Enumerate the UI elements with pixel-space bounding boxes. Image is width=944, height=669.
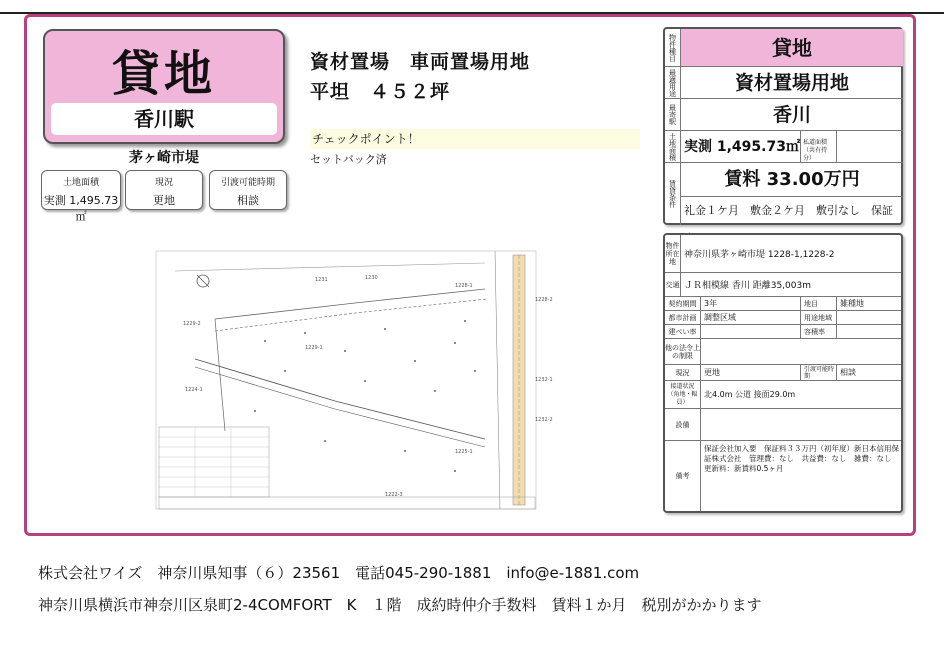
land-area-label: 土地面積 (62, 178, 99, 188)
floor-ratio-label: 容積率 (801, 325, 837, 338)
land-area-value: 実測 1,495.73㎡ (43, 194, 119, 223)
map-label: 1222-3 (385, 492, 403, 498)
handover-value: 相談 (237, 194, 259, 207)
land-area-box (41, 170, 121, 223)
type-value: 貸地 (681, 29, 903, 67)
station-value: 香川 (681, 99, 903, 131)
handover-label-2: 引渡可能時期 (801, 365, 837, 380)
private-road-value (837, 131, 903, 163)
map-label: 1232-1 (535, 377, 553, 383)
details-table (663, 233, 903, 513)
map-label: 1229-1 (305, 345, 323, 351)
footer-address: 神奈川県横浜市神奈川区泉町2-4COMFORT K １階 成約時仲介手数料 賃料１か月 税別がかかります (38, 596, 762, 614)
map-label: 1231 (315, 277, 328, 283)
type-label: 物件種目 (668, 33, 677, 62)
location-label: 物件所在地 (665, 235, 681, 272)
map-label: 1225-1 (455, 449, 473, 455)
title-badge (43, 29, 285, 144)
contract-value: 3年 (701, 297, 801, 310)
map-label: 1228-1 (455, 283, 473, 289)
area-name: 茅ヶ崎市堤 (129, 150, 199, 166)
map-label: 1224-1 (185, 387, 203, 393)
current-status-box (125, 170, 203, 210)
remarks-label: 備考 (665, 441, 701, 511)
checkpoint-banner: チェックポイント！ (310, 129, 640, 149)
headline-size: 平坦 ４５２坪 (310, 81, 451, 103)
status-label: 現況 (665, 365, 701, 380)
city-plan-label: 都市計画 (665, 311, 701, 324)
other-restrictions-label: 他の法令上の制限 (665, 339, 701, 364)
zoning-label: 用途地域 (801, 311, 837, 324)
handover-box (209, 170, 287, 210)
station-label: 香川駅 (51, 103, 277, 135)
current-status-label: 現況 (154, 178, 173, 188)
station-label-side: 最寄駅 (668, 104, 677, 125)
map-label: 1228-2 (535, 297, 553, 303)
road-label: 接道状況（角地・幅員） (665, 381, 701, 408)
use-label: 最適用途 (668, 68, 677, 97)
page-title: 貸地 (111, 46, 216, 102)
map-label: 1230 (365, 275, 378, 281)
handover-value-2: 相談 (840, 368, 856, 377)
handover-label: 引渡可能時期 (220, 178, 275, 188)
setback-note: セットバック済 (310, 153, 387, 166)
private-road-label: 私道面積（共有持分） (801, 131, 837, 163)
map-label: 1229-2 (183, 321, 201, 327)
transport-label: 交通 (665, 273, 681, 296)
terms-label: 賃貸条件 (668, 180, 677, 208)
status-value: 更地 (701, 365, 801, 380)
use-value: 資材置場用地 (681, 67, 903, 99)
contract-label: 契約期間 (665, 297, 701, 310)
facilities-label: 設備 (665, 409, 701, 440)
area-value: 実測 1,495.73㎡ (681, 131, 801, 163)
area-label: 土地面積 (668, 132, 677, 161)
map-label: 1232-2 (535, 417, 553, 423)
land-value: 雑種地 (840, 299, 864, 308)
rent-value: 賃料 33.00万円 (681, 163, 903, 197)
survey-map (155, 241, 553, 511)
transport-value: ＪＲ相模線 香川 距離35,003m (684, 281, 811, 291)
location-value: 神奈川県茅ヶ崎市堤 1228-1,1228-2 (684, 250, 835, 260)
remarks-value: 保証会社加入要 保証料３３万円（初年度）新日本信用保証株式会社 管理費：なし 共益費：なし 雑費：なし 更新料：新賃料0.5ヶ月 (704, 444, 899, 473)
city-plan-value: 調整区域 (701, 311, 801, 324)
footer-company: 株式会社ワイズ 神奈川県知事（６）23561 電話045-290-1881 info@e-1881.com (38, 564, 640, 582)
coverage-label: 建ぺい率 (665, 325, 701, 338)
summary-table (663, 27, 903, 225)
conditions-value: 礼金１ケ月 敷金２ケ月 敷引なし 保証 (684, 204, 893, 217)
property-flyer (24, 14, 916, 536)
headline-use: 資材置場 車両置場用地 (310, 51, 531, 73)
land-label: 地目 (801, 297, 837, 310)
current-status-value: 更地 (153, 194, 175, 207)
road-value: 北4.0m 公道 接面29.0m (704, 390, 796, 399)
